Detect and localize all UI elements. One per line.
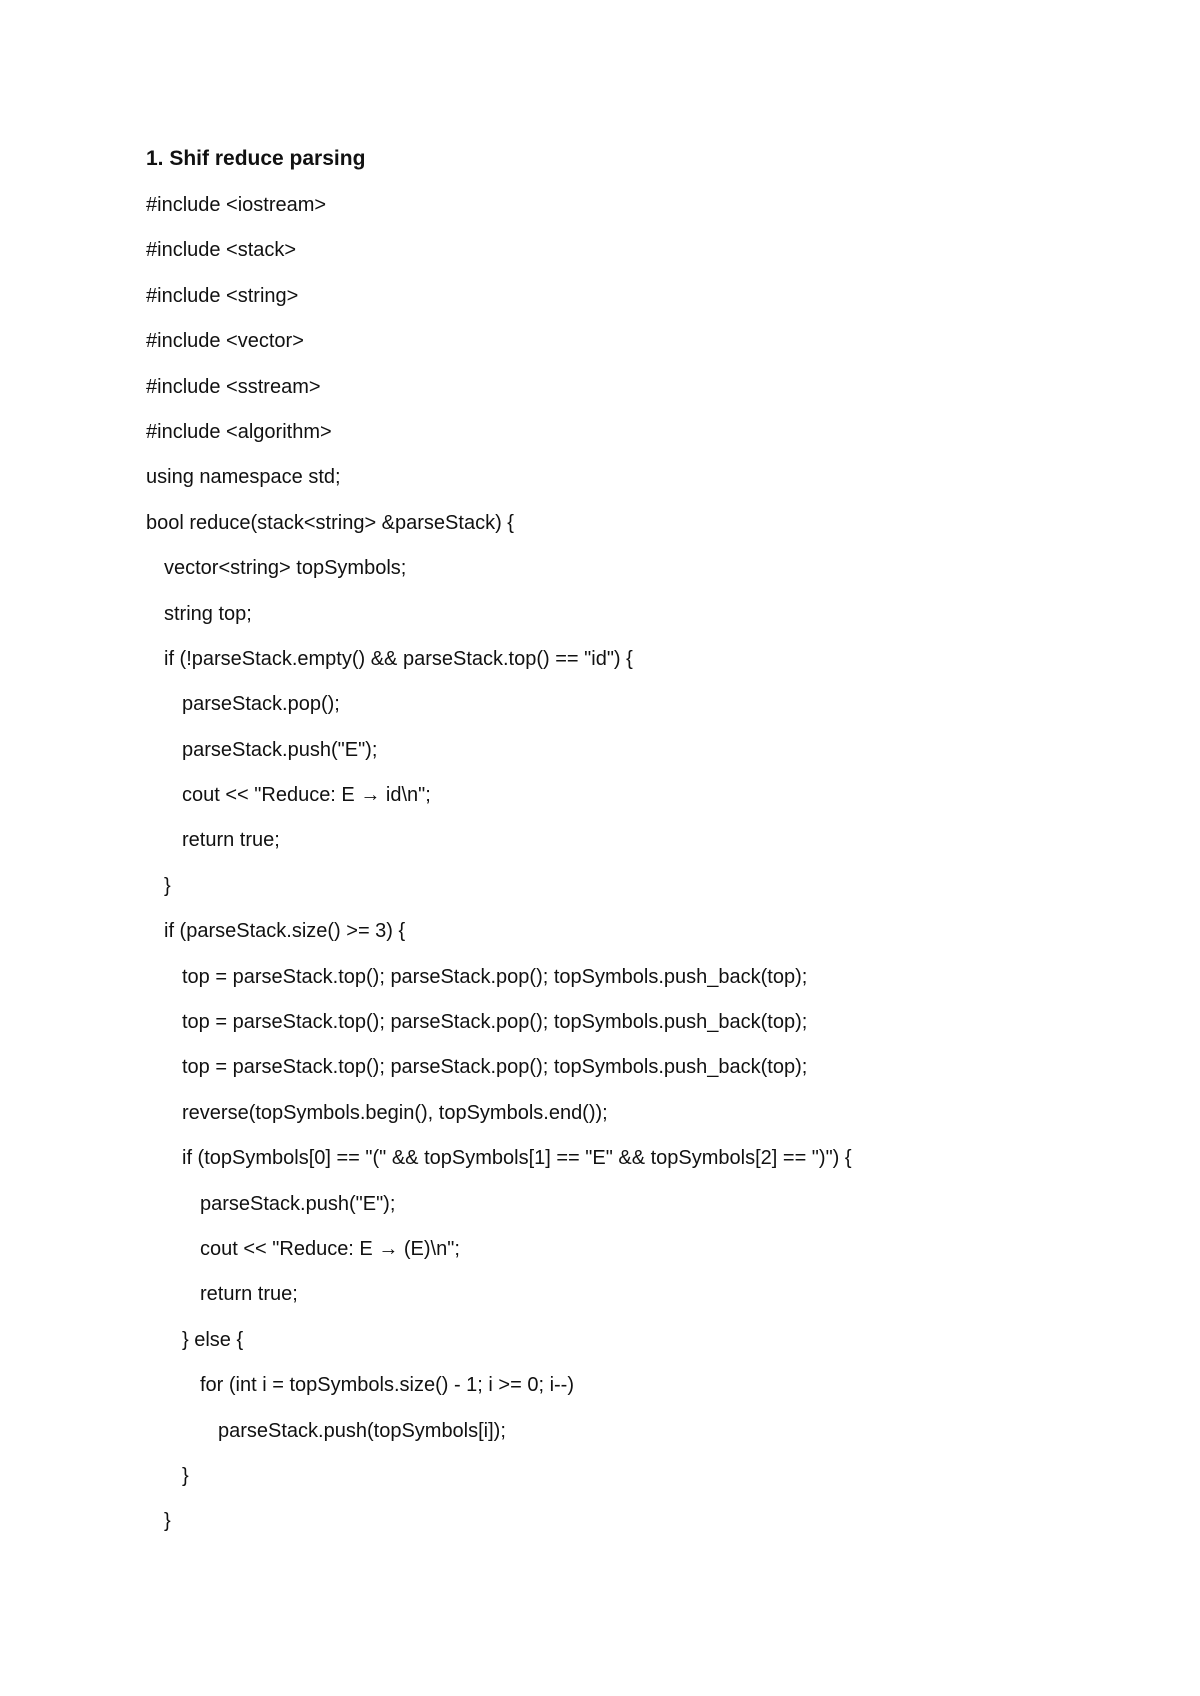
code-line: cout << "Reduce: E → id\n"; (182, 784, 431, 807)
code-block (146, 190, 852, 1552)
code-line: if (!parseStack.empty() && parseStack.top() == "id") { (164, 647, 633, 670)
code-line: string top; (164, 602, 252, 625)
document-title: 1. Shif reduce parsing (146, 147, 366, 170)
code-line: for (int i = topSymbols.size() - 1; i >= 0; i--) (200, 1374, 574, 1397)
code-line: parseStack.pop(); (182, 693, 340, 716)
code-line: #include <string> (146, 284, 299, 307)
code-line: } (182, 1464, 189, 1487)
code-line: #include <sstream> (146, 375, 321, 398)
code-line: top = parseStack.top(); parseStack.pop(); topSymbols.push_back(top); (182, 1011, 808, 1034)
code-line: parseStack.push(topSymbols[i]); (218, 1419, 506, 1442)
code-line: parseStack.push("E"); (182, 738, 378, 761)
code-line: #include <algorithm> (146, 420, 332, 443)
code-line: return true; (200, 1283, 298, 1306)
code-line: if (parseStack.size() >= 3) { (164, 920, 406, 943)
code-line: } (164, 874, 171, 897)
code-line: vector<string> topSymbols; (164, 557, 407, 580)
code-line: top = parseStack.top(); parseStack.pop(); topSymbols.push_back(top); (182, 1056, 808, 1079)
code-line: } (164, 1510, 171, 1533)
code-line: return true; (182, 829, 280, 852)
code-line: using namespace std; (146, 466, 341, 489)
code-line: bool reduce(stack<string> &parseStack) { (146, 511, 514, 534)
code-line: reverse(topSymbols.begin(), topSymbols.end()); (182, 1101, 608, 1124)
code-line: top = parseStack.top(); parseStack.pop(); topSymbols.push_back(top); (182, 965, 808, 988)
code-line: #include <vector> (146, 330, 304, 353)
code-line: if (topSymbols[0] == "(" && topSymbols[1] == "E" && topSymbols[2] == ")") { (182, 1147, 852, 1170)
code-line: parseStack.push("E"); (200, 1192, 396, 1215)
code-line: #include <iostream> (146, 194, 327, 216)
code-line: } else { (182, 1328, 244, 1351)
code-line: #include <stack> (146, 239, 297, 262)
code-line: cout << "Reduce: E → (E)\n"; (200, 1237, 460, 1260)
